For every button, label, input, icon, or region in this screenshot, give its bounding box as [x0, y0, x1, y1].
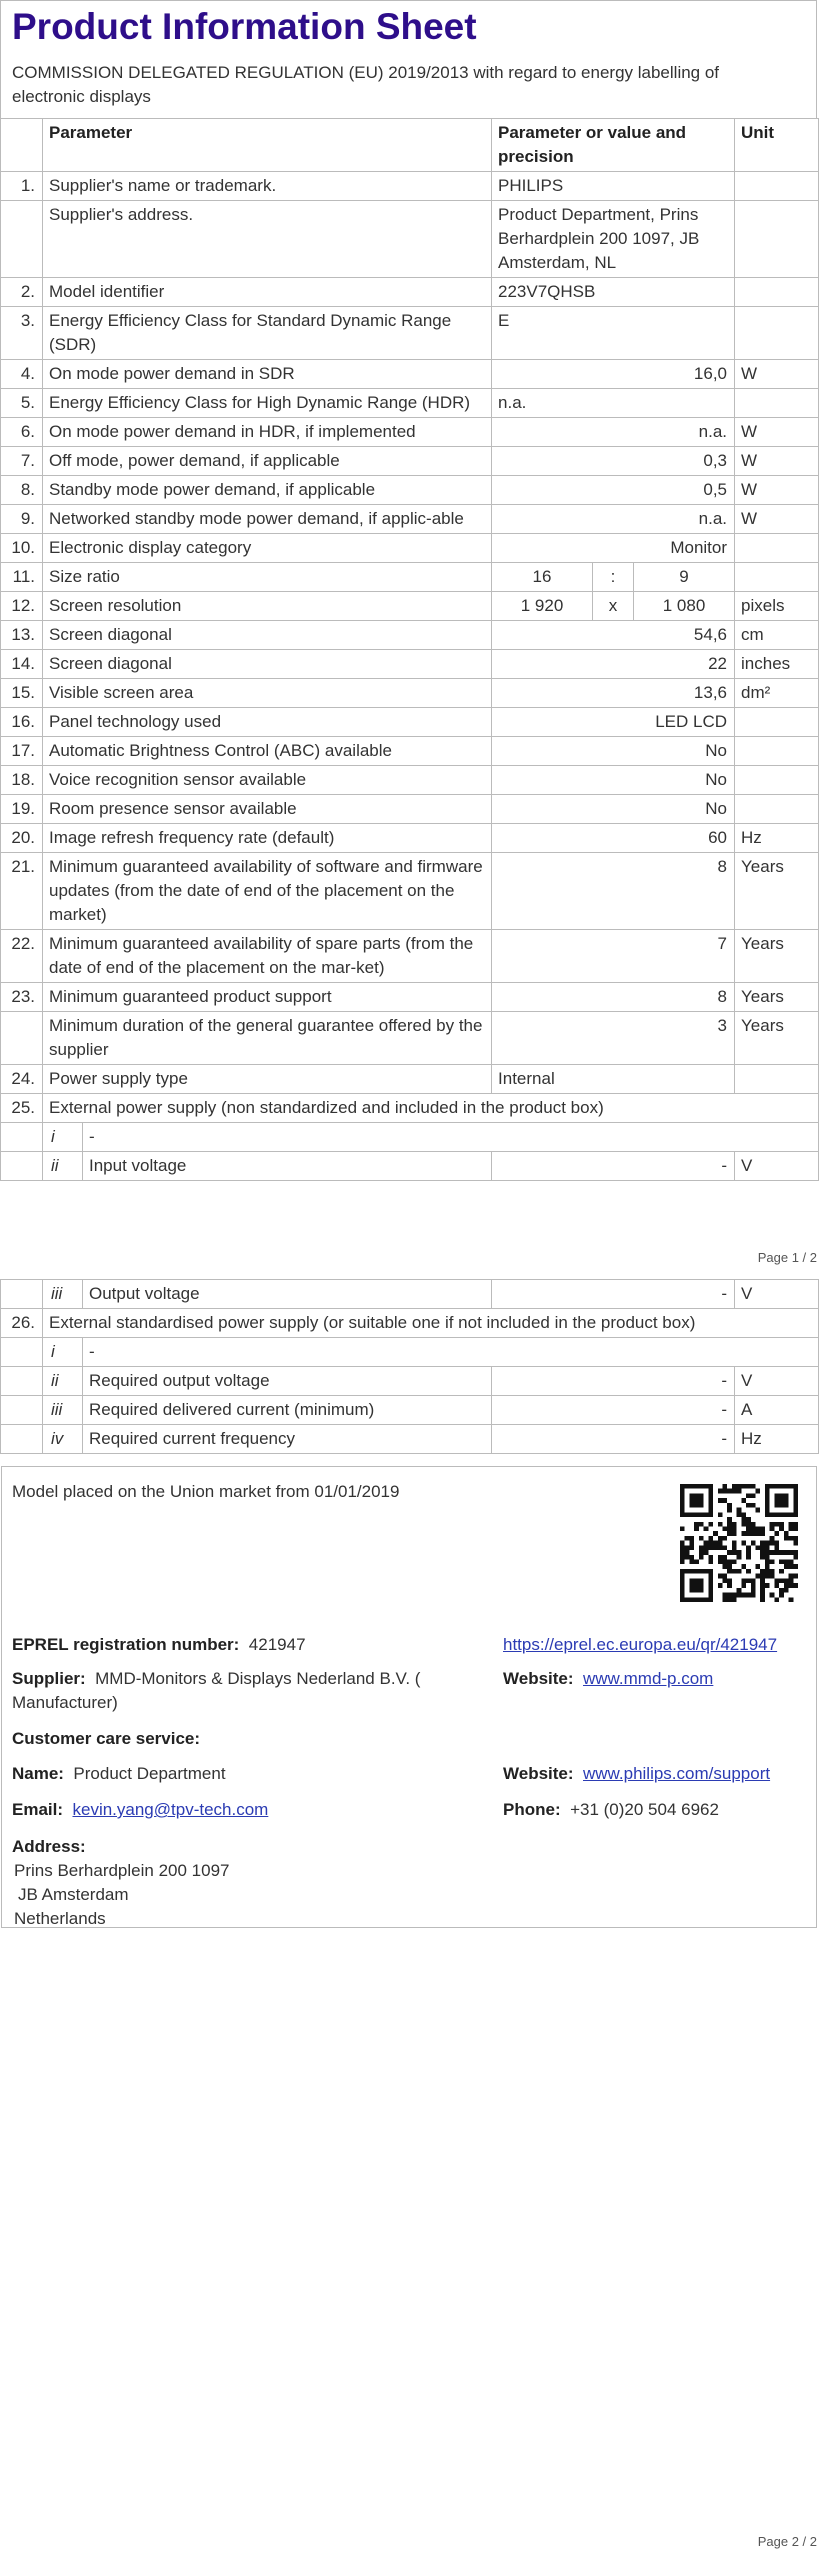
table-row	[1, 650, 819, 679]
row-number: 24.	[1, 1065, 43, 1094]
header-number	[1, 119, 43, 172]
row-number: 21.	[1, 853, 43, 930]
unit-cell: dm²	[735, 679, 819, 708]
unit-cell: A	[735, 1396, 819, 1425]
unit-cell	[735, 1065, 819, 1094]
address-label: Address:	[12, 1837, 86, 1856]
qr-code-icon	[680, 1484, 798, 1602]
param-cell: Supplier's name or trademark.	[43, 172, 492, 201]
value-cell: 13,6	[492, 679, 735, 708]
value-cell: 1 080	[634, 592, 735, 621]
row-number: 6.	[1, 418, 43, 447]
param-cell: Minimum duration of the general guarantee offered by the supplier	[43, 1012, 492, 1065]
value-cell: 0,5	[492, 476, 735, 505]
external-power-supply-table	[0, 1279, 819, 1454]
param-cell: External power supply (non standardized and included in the product box)	[43, 1094, 819, 1123]
row-number: 23.	[1, 983, 43, 1012]
param-cell: Networked standby mode power demand, if applic-able	[43, 505, 492, 534]
value-cell: -	[492, 1152, 735, 1181]
unit-cell: W	[735, 418, 819, 447]
unit-cell: pixels	[735, 592, 819, 621]
param-cell: Size ratio	[43, 563, 492, 592]
value-cell: No	[492, 795, 735, 824]
value-cell: 16,0	[492, 360, 735, 389]
value-cell: 54,6	[492, 621, 735, 650]
row-number: 12.	[1, 592, 43, 621]
table-row	[1, 853, 819, 930]
website-label: Website:	[503, 1764, 574, 1783]
param-cell: Supplier's address.	[43, 201, 492, 278]
value-cell: 0,3	[492, 447, 735, 476]
param-cell: Energy Efficiency Class for Standard Dynamic Range (SDR)	[43, 307, 492, 360]
sub-label: i	[43, 1338, 83, 1367]
product-parameter-table	[0, 118, 819, 1181]
table-row	[1, 278, 819, 307]
value-cell: n.a.	[492, 418, 735, 447]
unit-cell: W	[735, 360, 819, 389]
value-cell: 3	[492, 1012, 735, 1065]
unit-cell	[735, 307, 819, 360]
sub-label: iv	[43, 1425, 83, 1454]
eprel-link[interactable]: https://eprel.ec.europa.eu/qr/421947	[503, 1635, 778, 1654]
header-parameter: Parameter	[43, 119, 492, 172]
param-cell: Output voltage	[83, 1280, 492, 1309]
table-row	[1, 418, 819, 447]
value-cell: 60	[492, 824, 735, 853]
table-row	[1, 307, 819, 360]
header-unit: Unit	[735, 119, 819, 172]
table-row	[1, 737, 819, 766]
table-row	[1, 1094, 819, 1123]
page-number-1: Page 1 / 2	[757, 1250, 817, 1265]
row-number: 5.	[1, 389, 43, 418]
row-number: 7.	[1, 447, 43, 476]
param-cell: Electronic display category	[43, 534, 492, 563]
unit-cell: Years	[735, 853, 819, 930]
row-number: 17.	[1, 737, 43, 766]
param-cell: Automatic Brightness Control (ABC) available	[43, 737, 492, 766]
page-number-2: Page 2 / 2	[757, 2534, 817, 2549]
unit-cell: W	[735, 505, 819, 534]
row-number: 26.	[1, 1309, 43, 1338]
row-number	[1, 201, 43, 278]
unit-cell: Years	[735, 930, 819, 983]
unit-cell	[735, 534, 819, 563]
unit-cell	[735, 795, 819, 824]
unit-cell	[735, 172, 819, 201]
sub-label: i	[43, 1123, 83, 1152]
table-row	[1, 1012, 819, 1065]
table-row	[1, 1338, 819, 1367]
value-cell: 16	[492, 563, 593, 592]
table-row	[1, 447, 819, 476]
unit-cell	[735, 201, 819, 278]
table-row	[1, 708, 819, 737]
unit-cell: W	[735, 447, 819, 476]
row-number: 3.	[1, 307, 43, 360]
value-cell: Monitor	[492, 534, 735, 563]
phone-label: Phone:	[503, 1800, 561, 1819]
table-row	[1, 1152, 819, 1181]
value-cell: No	[492, 766, 735, 795]
param-cell: External standardised power supply (or suitable one if not included in the product box)	[43, 1309, 819, 1338]
value-cell: PHILIPS	[492, 172, 735, 201]
table-row	[1, 476, 819, 505]
care-website-link[interactable]: www.philips.com/support	[583, 1764, 771, 1783]
row-number: 19.	[1, 795, 43, 824]
unit-cell: Hz	[735, 1425, 819, 1454]
value-cell: 1 920	[492, 592, 593, 621]
row-number: 14.	[1, 650, 43, 679]
param-cell: Standby mode power demand, if applicable	[43, 476, 492, 505]
table-row	[1, 621, 819, 650]
email-label: Email:	[12, 1800, 64, 1819]
market-date: Model placed on the Union market from 01/01/2019	[12, 1482, 400, 1501]
param-cell: Image refresh frequency rate (default)	[43, 824, 492, 853]
param-cell: Power supply type	[43, 1065, 492, 1094]
empty-cell	[1, 1152, 43, 1181]
unit-cell	[735, 737, 819, 766]
param-cell: Screen resolution	[43, 592, 492, 621]
unit-cell	[735, 563, 819, 592]
row-number: 15.	[1, 679, 43, 708]
supplier-name: MMD-Monitors & Displays Nederland B.V. (	[95, 1669, 421, 1688]
param-cell: On mode power demand in SDR	[43, 360, 492, 389]
value-cell: -	[83, 1338, 819, 1367]
table-row	[1, 679, 819, 708]
value-separator: x	[593, 592, 634, 621]
table-row	[1, 389, 819, 418]
value-cell: 7	[492, 930, 735, 983]
param-cell: Model identifier	[43, 278, 492, 307]
unit-cell	[735, 708, 819, 737]
value-cell: -	[492, 1396, 735, 1425]
table-row	[1, 1396, 819, 1425]
param-cell: Room presence sensor available	[43, 795, 492, 824]
table-row	[1, 766, 819, 795]
unit-cell: Hz	[735, 824, 819, 853]
unit-cell: V	[735, 1367, 819, 1396]
value-cell: 8	[492, 983, 735, 1012]
unit-cell: inches	[735, 650, 819, 679]
website-label: Website:	[503, 1669, 574, 1688]
sub-label: iii	[43, 1280, 83, 1309]
sub-label: ii	[43, 1367, 83, 1396]
email-link[interactable]: kevin.yang@tpv-tech.com	[72, 1800, 269, 1819]
phone-number: +31 (0)20 504 6962	[570, 1800, 719, 1819]
table-row	[1, 592, 819, 621]
table-row	[1, 201, 819, 278]
param-cell: Screen diagonal	[43, 621, 492, 650]
page-1	[0, 0, 819, 1272]
header-value: Parameter or value and precision	[492, 119, 735, 172]
empty-cell	[1, 1123, 43, 1152]
table-row	[1, 824, 819, 853]
eprel-number: 421947	[248, 1635, 306, 1654]
table-header-row	[1, 119, 819, 172]
address-line-3: Netherlands	[14, 1909, 106, 1928]
row-number: 1.	[1, 172, 43, 201]
value-cell: 9	[634, 563, 735, 592]
value-cell: Internal	[492, 1065, 735, 1094]
supplier-name-cont: Manufacturer)	[12, 1693, 118, 1712]
supplier-label: Supplier:	[12, 1669, 86, 1688]
param-cell: Energy Efficiency Class for High Dynamic Range (HDR)	[43, 389, 492, 418]
sub-label: ii	[43, 1152, 83, 1181]
value-cell: 223V7QHSB	[492, 278, 735, 307]
table-row	[1, 1309, 819, 1338]
supplier-website-link[interactable]: www.mmd-p.com	[583, 1669, 714, 1688]
param-cell: Required delivered current (minimum)	[83, 1396, 492, 1425]
row-number: 22.	[1, 930, 43, 983]
unit-cell: cm	[735, 621, 819, 650]
value-separator: :	[593, 563, 634, 592]
unit-cell	[735, 766, 819, 795]
value-cell: n.a.	[492, 505, 735, 534]
sub-label: iii	[43, 1396, 83, 1425]
address-line-1: Prins Berhardplein 200 1097	[14, 1861, 230, 1880]
page-title: Product Information Sheet	[12, 6, 477, 47]
value-cell: n.a.	[492, 389, 735, 418]
value-cell: Product Department, Prins Berhardplein 200 1097, JB Amsterdam, NL	[492, 201, 735, 278]
row-number: 2.	[1, 278, 43, 307]
row-number: 25.	[1, 1094, 43, 1123]
table-row	[1, 505, 819, 534]
value-cell: -	[83, 1123, 819, 1152]
value-cell: -	[492, 1367, 735, 1396]
name-label: Name:	[12, 1764, 64, 1783]
unit-cell	[735, 278, 819, 307]
sheet-header	[0, 0, 817, 118]
unit-cell: V	[735, 1152, 819, 1181]
eprel-label: EPREL registration number:	[12, 1635, 240, 1654]
row-number: 13.	[1, 621, 43, 650]
value-cell: E	[492, 307, 735, 360]
address-line-2: JB Amsterdam	[18, 1885, 129, 1904]
table-row	[1, 360, 819, 389]
value-cell: 8	[492, 853, 735, 930]
unit-cell: Years	[735, 983, 819, 1012]
row-number: 8.	[1, 476, 43, 505]
care-name: Product Department	[73, 1764, 226, 1783]
param-cell: Screen diagonal	[43, 650, 492, 679]
unit-cell: Years	[735, 1012, 819, 1065]
table-row	[1, 1367, 819, 1396]
table-body	[1, 172, 819, 1181]
row-number: 4.	[1, 360, 43, 389]
unit-cell	[735, 389, 819, 418]
value-cell: -	[492, 1280, 735, 1309]
param-cell: Minimum guaranteed product support	[43, 983, 492, 1012]
param-cell: Required current frequency	[83, 1425, 492, 1454]
supplier-info-box	[1, 1466, 817, 1928]
row-number: 18.	[1, 766, 43, 795]
row-number: 16.	[1, 708, 43, 737]
value-cell: No	[492, 737, 735, 766]
value-cell: 22	[492, 650, 735, 679]
row-number: 11.	[1, 563, 43, 592]
table-row	[1, 1280, 819, 1309]
table-row	[1, 534, 819, 563]
regulation-subtitle: COMMISSION DELEGATED REGULATION (EU) 2019/2013 with regard to energy labelling of electronic displays	[12, 63, 720, 106]
customer-care-label: Customer care service:	[12, 1729, 201, 1748]
param-cell: Visible screen area	[43, 679, 492, 708]
param-cell: Off mode, power demand, if applicable	[43, 447, 492, 476]
table-row	[1, 930, 819, 983]
param-cell: Minimum guaranteed availability of software and firmware updates (from the date of end of the placement on the market)	[43, 853, 492, 930]
table-row	[1, 795, 819, 824]
unit-cell: V	[735, 1280, 819, 1309]
row-number	[1, 1012, 43, 1065]
table-row	[1, 1065, 819, 1094]
table-row	[1, 172, 819, 201]
row-number: 10.	[1, 534, 43, 563]
param-cell: Input voltage	[83, 1152, 492, 1181]
unit-cell: W	[735, 476, 819, 505]
row-number: 20.	[1, 824, 43, 853]
table-row	[1, 1123, 819, 1152]
table-row	[1, 563, 819, 592]
param-cell: Minimum guaranteed availability of spare parts (from the date of end of the placement on the mar-ket)	[43, 930, 492, 983]
row-number: 9.	[1, 505, 43, 534]
param-cell: Panel technology used	[43, 708, 492, 737]
page-2	[0, 1272, 819, 2560]
param-cell: Voice recognition sensor available	[43, 766, 492, 795]
param-cell: On mode power demand in HDR, if implemented	[43, 418, 492, 447]
value-cell: LED LCD	[492, 708, 735, 737]
table-row	[1, 1425, 819, 1454]
param-cell: Required output voltage	[83, 1367, 492, 1396]
table-row	[1, 983, 819, 1012]
value-cell: -	[492, 1425, 735, 1454]
